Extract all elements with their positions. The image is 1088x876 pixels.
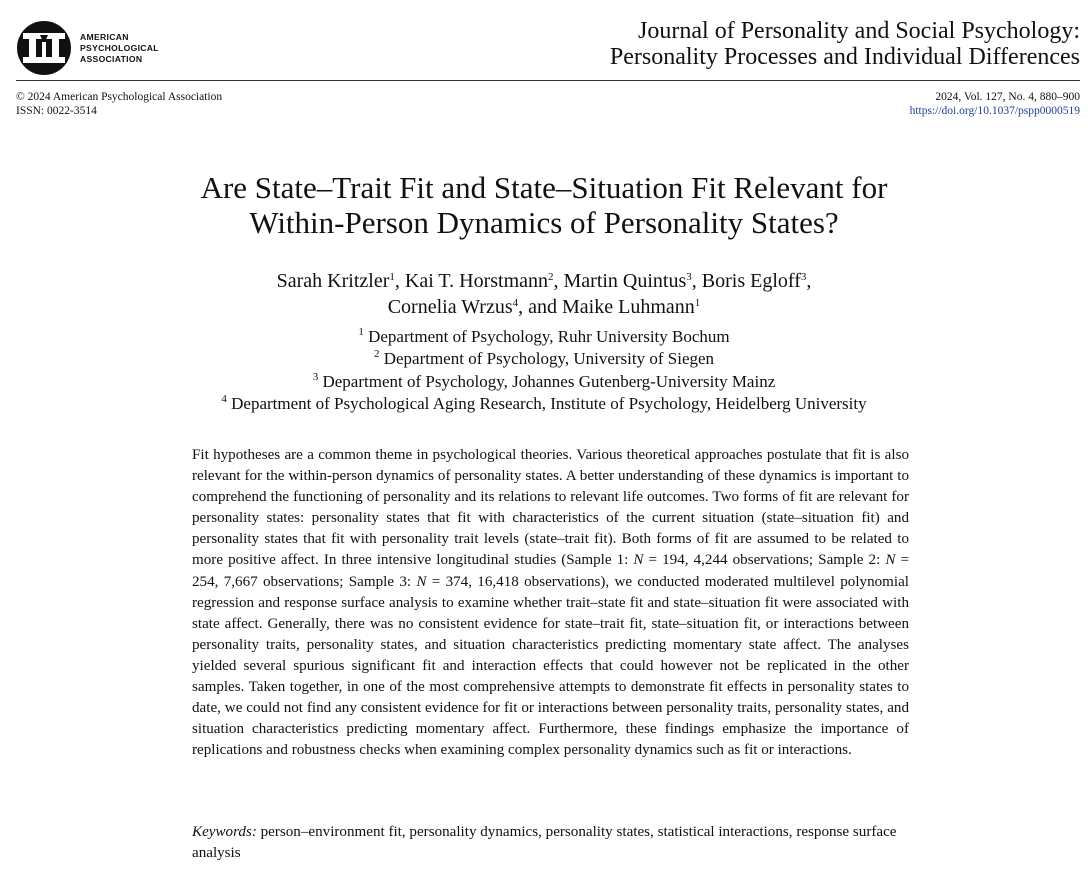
article-title <box>0 170 1088 240</box>
copyright: © 2024 American Psychological Association <box>16 91 223 103</box>
publisher-line: ASSOCIATION <box>80 53 143 64</box>
citation: 2024, Vol. 127, No. 4, 880–900 <box>935 91 1080 103</box>
keywords-label: Keywords: <box>192 824 257 840</box>
issn: ISSN: 0022-3514 <box>16 104 97 117</box>
affiliation: $^2$ Department of Psychology, University of Siegen <box>373 348 715 369</box>
apa-logo-icon <box>16 20 72 76</box>
journal-title-line: Personality Processes and Individual Differences <box>609 44 1080 70</box>
affiliation: $^4$ Department of Psychological Aging Research, Institute of Psychology, Heidelberg University <box>221 393 867 414</box>
keywords-text: person–environment fit, personality dynamics, personality states, statistical interactions, response surface analysis <box>192 824 897 862</box>
keywords <box>192 822 909 864</box>
affiliation: $^3$ Department of Psychology, Johannes Gutenberg-University Mainz <box>312 370 776 391</box>
affiliation: $^1$ Department of Psychology, Ruhr University Bochum <box>358 326 730 346</box>
author: Martin Quintus$^3$, <box>563 270 702 292</box>
abstract: Fit hypotheses are a common theme in psychological theories. Various theoretical approaches postulate that fit is also relevant for the within-person dynamics of personality states. A better understanding of these dynamics is important to comprehend the functioning of personality and its relations to relevant life outcomes. Two forms of fit are relevant for personality states: personality states that fit with characteristics of the current situation (state–situation fit) and personality states that fit with personality trait levels (state–trait fit). Both forms of fit are assumed to be related to more positive affect. In three intensive longitudinal studies (Sample 1: N = 194, 4,244 observations; Sample 2: N = 254, 7,667 observations; Sample 3: N = 374, 16,418 observations), we conducted moderated multilevel polynomial regression and response surface analysis to examine whether trait–state fit and state–situation fit were associated with state affect. Generally, there was no consistent evidence for state–trait fit, state–situation fit, or interactions between personality traits, personality states, and situation characteristics predicting momentary state affect. The analyses yielded several spurious significant fit and interaction effects that could however not be replicated in the other samples. Taken together, in one of the most comprehensive attempts to demonstrate fit effects in personality states to date, we could not find any consistent evidence for fit or interactions between personality traits, personality states, and situation characteristics predicting momentary affect. Furthermore, these findings emphasize the importance of replications and robustness checks when examining complex personality dynamics such as fit or interactions. <box>192 447 909 759</box>
author-list <box>100 268 988 320</box>
citation-block <box>910 91 1080 118</box>
article-title-line: Are State–Trait Fit and State–Situation Fit Relevant for <box>200 170 888 205</box>
article-title-line: Within-Person Dynamics of Personality States? <box>249 205 839 240</box>
publisher-line: PSYCHOLOGICAL <box>80 42 159 53</box>
author: Boris Egloff$^3$, <box>701 270 812 292</box>
author: Maike Luhmann$^1$ <box>562 296 701 318</box>
journal-title-line: Journal of Personality and Social Psychology: <box>638 18 1080 44</box>
author: Cornelia Wrzus$^4$, and <box>387 296 563 318</box>
doi-link[interactable]: https://doi.org/10.1037/pspp0000519 <box>909 104 1080 117</box>
publisher-name <box>80 32 159 65</box>
affiliation-list <box>40 326 1048 416</box>
copyright-block <box>16 91 222 118</box>
header-divider <box>16 80 1080 81</box>
author: Sarah Kritzler$^1$, <box>276 270 405 292</box>
journal-title <box>610 18 1080 70</box>
author: Kai T. Horstmann$^2$, <box>404 270 564 292</box>
publisher-line: AMERICAN <box>80 31 129 42</box>
apa-logo <box>16 20 159 76</box>
